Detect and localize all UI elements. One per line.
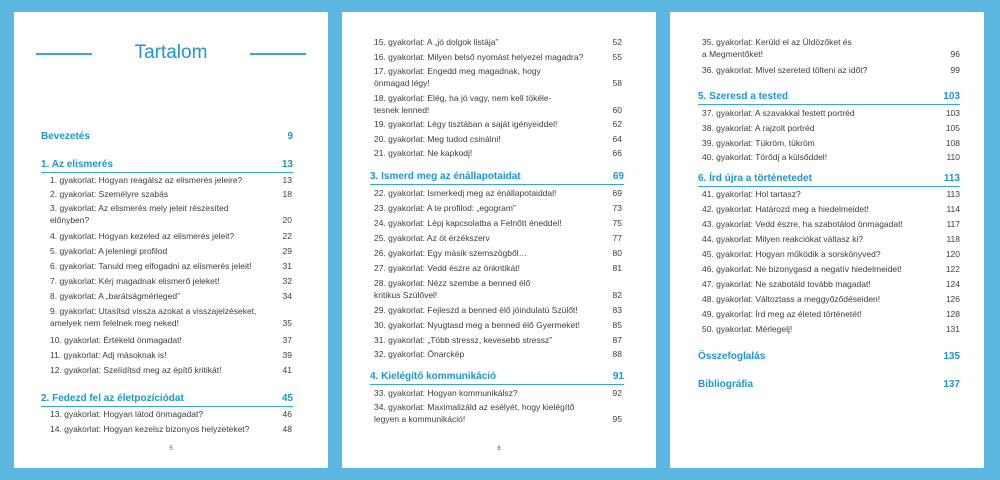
toc-exercise[interactable]: 21. gyakorlat: Ne kapkodj! 66	[374, 148, 622, 158]
toc-exercise[interactable]: 23. gyakorlat: A te profilod: „egogram” 73	[374, 203, 622, 213]
toc-exercise[interactable]: 8. gyakorlat: A „barátságmérleged” 34	[50, 291, 292, 301]
toc-exercise[interactable]: 29. gyakorlat: Fejleszd a benned élő jóindulatú Szülőt! 83	[374, 305, 622, 315]
toc-exercise[interactable]: 14. gyakorlat: Hogyan kezelsz bizonyos helyzeteket? 48	[50, 424, 292, 434]
toc-exercise[interactable]: 40. gyakorlat: Törődj a külsőddel! 110	[702, 152, 960, 162]
toc-exercise[interactable]: 10. gyakorlat: Értékeld önmagadat! 37	[50, 335, 292, 345]
toc-exercise[interactable]: 20. gyakorlat: Meg tudod csinálni! 64	[374, 134, 622, 144]
toc-page-middle	[342, 12, 656, 468]
toc-exercise[interactable]: 12. gyakorlat: Szelídítsd meg az építő kritikát! 41	[50, 365, 292, 375]
toc-exercise[interactable]: 27. gyakorlat: Vedd észre az önkritikát! 81	[374, 263, 622, 273]
toc-exercise[interactable]: 4. gyakorlat: Hogyan kezeled az elismerés jeleit? 22	[50, 231, 292, 241]
toc-chapter-heading[interactable]: 5. Szeresd a tested 103	[698, 90, 960, 105]
toc-exercise[interactable]: 2. gyakorlat: Személyre szabás 18	[50, 189, 292, 199]
toc-exercise[interactable]: 45. gyakorlat: Hogyan működik a sorskönyved? 120	[702, 249, 960, 259]
toc-chapter-heading[interactable]: 2. Fedezd fel az életpozíciódat 45	[41, 392, 293, 407]
toc-exercise[interactable]: 18. gyakorlat: Elég, ha jó vagy, nem kell tökéle- tesnek lenned! 60	[374, 93, 622, 116]
toc-exercise[interactable]: 38. gyakorlat: A rajzolt portréd 105	[702, 123, 960, 133]
toc-exercise[interactable]: 15. gyakorlat: A „jó dolgok listája” 52	[374, 37, 622, 47]
toc-exercise[interactable]: 25. gyakorlat: Az öt érzékszerv 77	[374, 233, 622, 243]
title-rule-right	[250, 53, 306, 55]
toc-exercise[interactable]: 35. gyakorlat: Kerüld el az Üldözőket és a Megmentőket! 96	[702, 37, 960, 60]
toc-entry-summary[interactable]: Összefoglalás 135	[698, 351, 960, 362]
toc-exercise[interactable]: 3. gyakorlat: Az elismerés mely jeleit részesíted előnyben? 20	[50, 203, 292, 226]
page-title: Tartalom	[134, 42, 208, 63]
toc-exercise[interactable]: 34. gyakorlat: Maximalizáld az esélyét, hogy kielégítő legyen a kommunikáció! 95	[374, 402, 622, 425]
toc-exercise[interactable]: 39. gyakorlat: Tükröm, tükröm 108	[702, 138, 960, 148]
toc-exercise[interactable]: 46. gyakorlat: Ne bizonygasd a negatív hiedelmeidet! 122	[702, 264, 960, 274]
toc-exercise[interactable]: 19. gyakorlat: Légy tisztában a saját igényeiddel! 62	[374, 119, 622, 129]
toc-exercise[interactable]: 11. gyakorlat: Adj másoknak is! 39	[50, 350, 292, 360]
toc-exercise[interactable]: 48. gyakorlat: Változtass a meggyőződéseiden! 126	[702, 294, 960, 304]
toc-exercise[interactable]: 24. gyakorlat: Lépj kapcsolatba a Felnőtt éneddel! 75	[374, 218, 622, 228]
toc-exercise[interactable]: 41. gyakorlat: Hol tartasz? 113	[702, 189, 960, 199]
toc-exercise[interactable]: 1. gyakorlat: Hogyan reagálsz az elismerés jeleire? 13	[50, 175, 292, 185]
toc-exercise[interactable]: 28. gyakorlat: Nézz szembe a benned élő kritikus Szülővel! 82	[374, 278, 622, 301]
toc-page-right	[670, 12, 984, 468]
toc-exercise[interactable]: 7. gyakorlat: Kérj magadnak elismerő jeleket! 32	[50, 276, 292, 286]
toc-exercise[interactable]: 43. gyakorlat: Vedd észre, ha szabotálod önmagadat! 117	[702, 219, 960, 229]
toc-exercise[interactable]: 9. gyakorlat: Utasítsd vissza azokat a visszajelzéseket, amelyek nem felelnek meg neked! 35	[50, 306, 292, 329]
toc-chapter-heading[interactable]: 6. Írd újra a történetedet 113	[698, 172, 960, 187]
toc-entry-bibliography[interactable]: Bibliográfia 137	[698, 379, 960, 390]
toc-exercise[interactable]: 26. gyakorlat: Egy másik szemszögből… 80	[374, 248, 622, 258]
toc-exercise[interactable]: 30. gyakorlat: Nyugtasd meg a benned élő Gyermeket! 85	[374, 320, 622, 330]
toc-chapter-heading[interactable]: 1. Az elismerés 13	[41, 158, 293, 173]
toc-exercise[interactable]: 32. gyakorlat: Önarckép 88	[374, 349, 622, 359]
toc-exercise[interactable]: 22. gyakorlat: Ismerkedj meg az énállapotaiddal! 69	[374, 188, 622, 198]
toc-exercise[interactable]: 49. gyakorlat: Írd meg az életed történetét! 128	[702, 309, 960, 319]
page-number: 6	[497, 446, 501, 452]
toc-exercise[interactable]: 6. gyakorlat: Tanuld meg elfogadni az elismerés jeleit! 31	[50, 261, 292, 271]
toc-chapter-heading[interactable]: 4. Kielégítő kommunikáció 91	[370, 370, 624, 385]
toc-exercise[interactable]: 31. gyakorlat: „Több stressz, kevesebb stressz” 87	[374, 335, 622, 345]
toc-title-block	[36, 42, 306, 64]
toc-exercise[interactable]: 37. gyakorlat: A szavakkal festett portréd 103	[702, 108, 960, 118]
toc-chapter-heading[interactable]: 3. Ismerd meg az énállapotaidat 69	[370, 170, 624, 185]
toc-exercise[interactable]: 33. gyakorlat: Hogyan kommunikálsz? 92	[374, 388, 622, 398]
toc-exercise[interactable]: 16. gyakorlat: Milyen belső nyomást helyezel magadra? 55	[374, 52, 622, 62]
toc-page-left	[14, 12, 328, 468]
toc-exercise[interactable]: 13. gyakorlat: Hogyan látod önmagadat? 46	[50, 409, 292, 419]
toc-exercise[interactable]: 5. gyakorlat: A jelenlegi profilod 29	[50, 246, 292, 256]
toc-exercise[interactable]: 44. gyakorlat: Milyen reakciókat váltasz ki? 118	[702, 234, 960, 244]
toc-exercise[interactable]: 17. gyakorlat: Engedd meg magadnak, hogy önmagad légy! 58	[374, 66, 622, 89]
toc-exercise[interactable]: 50. gyakorlat: Mérlegelj! 131	[702, 324, 960, 334]
toc-exercise[interactable]: 36. gyakorlat: Mivel szereted tölteni az időt? 99	[702, 65, 960, 75]
toc-exercise[interactable]: 47. gyakorlat: Ne szabotáld tovább magadat! 124	[702, 279, 960, 289]
toc-exercise[interactable]: 42. gyakorlat: Határozd meg a hiedelmeidet! 114	[702, 204, 960, 214]
page-number: 5	[169, 446, 173, 452]
toc-entry-introduction[interactable]: Bevezetés 9	[41, 131, 293, 142]
